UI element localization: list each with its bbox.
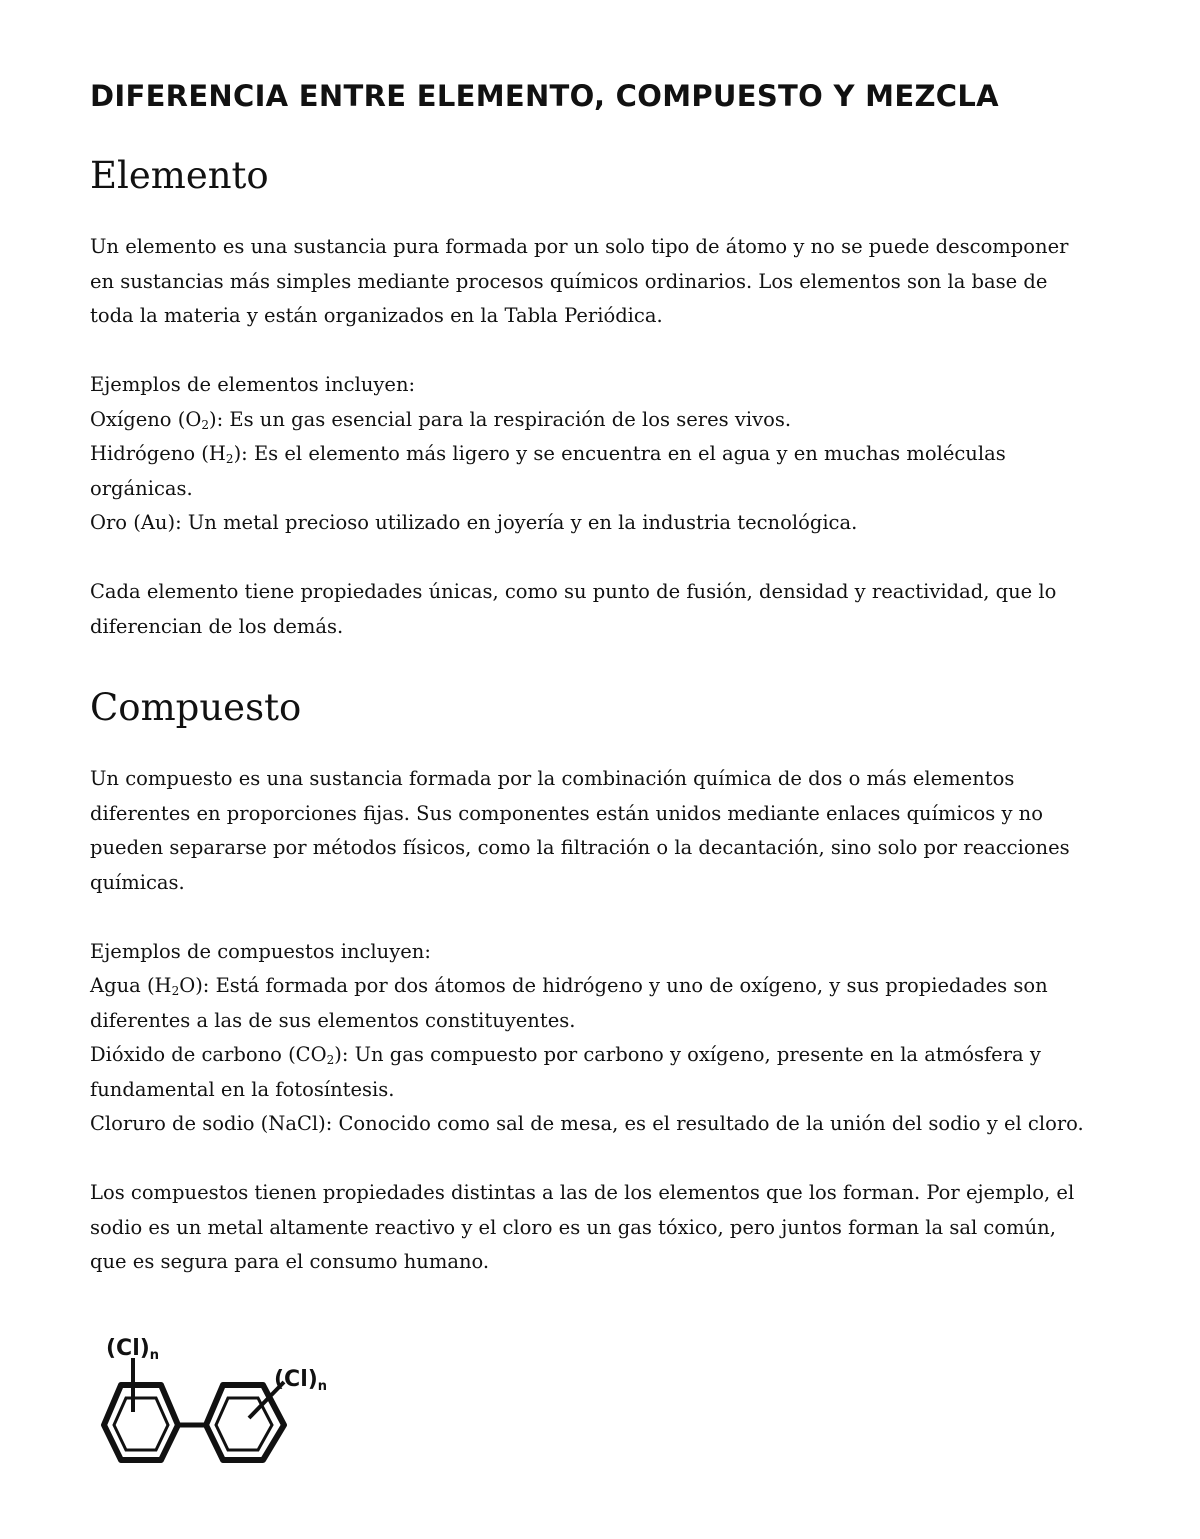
substituent-label-left: (Cl)n (106, 1336, 160, 1363)
compuesto-examples-title: Ejemplos de compuestos incluyen: (90, 939, 431, 963)
elemento-example-oxigeno: Oxígeno $(O_2)$: Es un gas esencial para la respiración de los seres vivos. (90, 407, 792, 432)
elemento-intro: Un elemento es una sustancia pura formada por un solo tipo de átomo y no se puede descomponer en sustancias más simples mediante procesos químicos ordinarios. Los elementos son la base de toda la materia y están organizados en la Tabla Periódica. (90, 235, 1069, 327)
elemento-closing: Cada elemento tiene propiedades únicas, como su punto de fusión, densidad y reactividad, que lo diferencian de los demás. (90, 580, 1057, 638)
elemento-examples-title: Ejemplos de elementos incluyen: (90, 373, 416, 396)
compuesto-intro: Un compuesto es una sustancia formada por la combinación química de dos o más elementos diferentes en proporciones fijas. Sus componentes están unidos mediante enlaces químicos y no pueden separarse por métodos físicos, como la filtración o la decantación, sino solo por reacciones químicas. (90, 767, 1070, 894)
document-page (90, 76, 1090, 1280)
elemento-example-hidrogeno: Hidrógeno $(H_2)$: Es el elemento más ligero y se encuentra en el agua y en muchas moléculas orgánicas. (90, 442, 1006, 500)
substituent-label-right: (Cl)n (274, 1367, 328, 1394)
compuesto-closing: Los compuestos tienen propiedades distintas a las de los elementos que los forman. Por ejemplo, el sodio es un metal altamente reactivo y el cloro es un gas tóxico, pero juntos forman la sal común, que es segura para el consumo humano. (90, 1181, 1075, 1273)
compuesto-example-nacl: Cloruro de sodio (NaCl): Conocido como sal de mesa, es el resultado de la unión del sodio y el cloro. (90, 1112, 1084, 1135)
section-heading-elemento: Elemento (90, 154, 269, 197)
compuesto-example-co2: Dióxido de carbono $(CO_2)$: Un gas compuesto por carbono y oxígeno, presente en la atmósfera y fundamental en la fotosíntesis. (90, 1043, 1041, 1101)
compuesto-example-agua: Agua $(H_2O)$: Está formada por dos átomos de hidrógeno y uno de oxígeno, y sus propiedades son diferentes a las de sus elementos constituyentes. (90, 974, 1048, 1032)
pcb-structure-diagram (86, 1330, 356, 1470)
elemento-example-oro: Oro (Au): Un metal precioso utilizado en joyería y en la industria tecnológica. (90, 511, 858, 534)
section-heading-compuesto: Compuesto (90, 686, 302, 729)
benzene-ring-left-inner (114, 1398, 168, 1450)
document-title: DIFERENCIA ENTRE ELEMENTO, COMPUESTO Y MEZCLA (90, 79, 999, 113)
